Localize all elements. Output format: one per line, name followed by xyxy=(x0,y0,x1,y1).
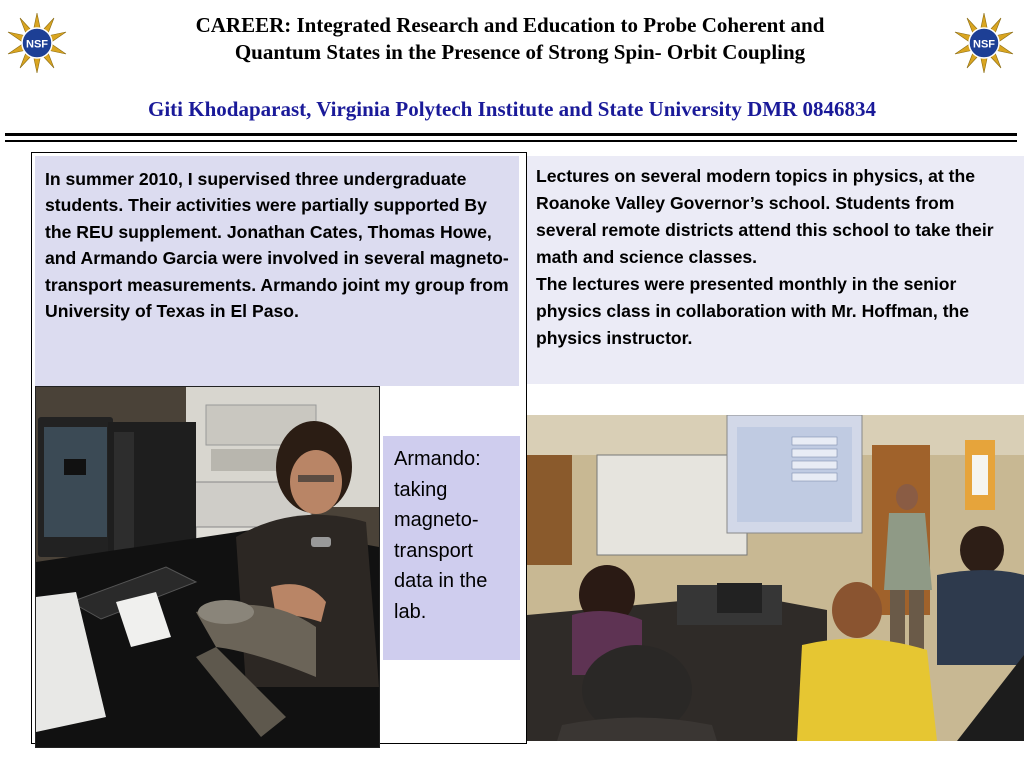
title-line-1: CAREER: Integrated Research and Education to Probe Coherent and xyxy=(195,13,825,37)
svg-text:NSF: NSF xyxy=(973,38,995,51)
lectures-paragraph-2: The lectures were presented monthly in the senior physics class in collaboration with Mr. Hoffman, the physics instructor. xyxy=(536,274,970,348)
lab-photo xyxy=(35,386,380,748)
header-divider-thin xyxy=(5,140,1017,142)
nsf-logo-icon xyxy=(953,12,1015,74)
classroom-photo xyxy=(527,415,1024,741)
classroom-photo-illustration xyxy=(527,415,1024,741)
photo-caption: Armando: taking magneto-transport data in the lab. xyxy=(383,436,520,660)
title-line-2: Quantum States in the Presence of Strong Spin- Orbit Coupling xyxy=(234,40,806,64)
lectures-text-box xyxy=(527,156,1024,384)
nsf-logo-icon xyxy=(6,12,68,74)
nsf-logo-left xyxy=(6,12,68,74)
slide-title xyxy=(120,12,900,66)
students-text-box: In summer 2010, I supervised three undergraduate students. Their activities were partially supported By the REU supplement. Jonathan Cates, Thomas Howe, and Armando Garcia were involved in several magneto-transport measurements. Armando joint my group from University of Texas in El Paso. xyxy=(35,156,519,386)
svg-text:NSF: NSF xyxy=(26,38,48,51)
lectures-paragraph-1: Lectures on several modern topics in physics, at the Roanoke Valley Governor’s school. Students from several remote districts attend this school to take their math and science classes. xyxy=(536,166,994,267)
lab-photo-illustration xyxy=(36,387,379,747)
nsf-logo-right xyxy=(953,12,1015,74)
header-divider-thick xyxy=(5,133,1017,136)
author-line: Giti Khodaparast, Virginia Polytech Institute and State University DMR 0846834 xyxy=(148,97,876,121)
